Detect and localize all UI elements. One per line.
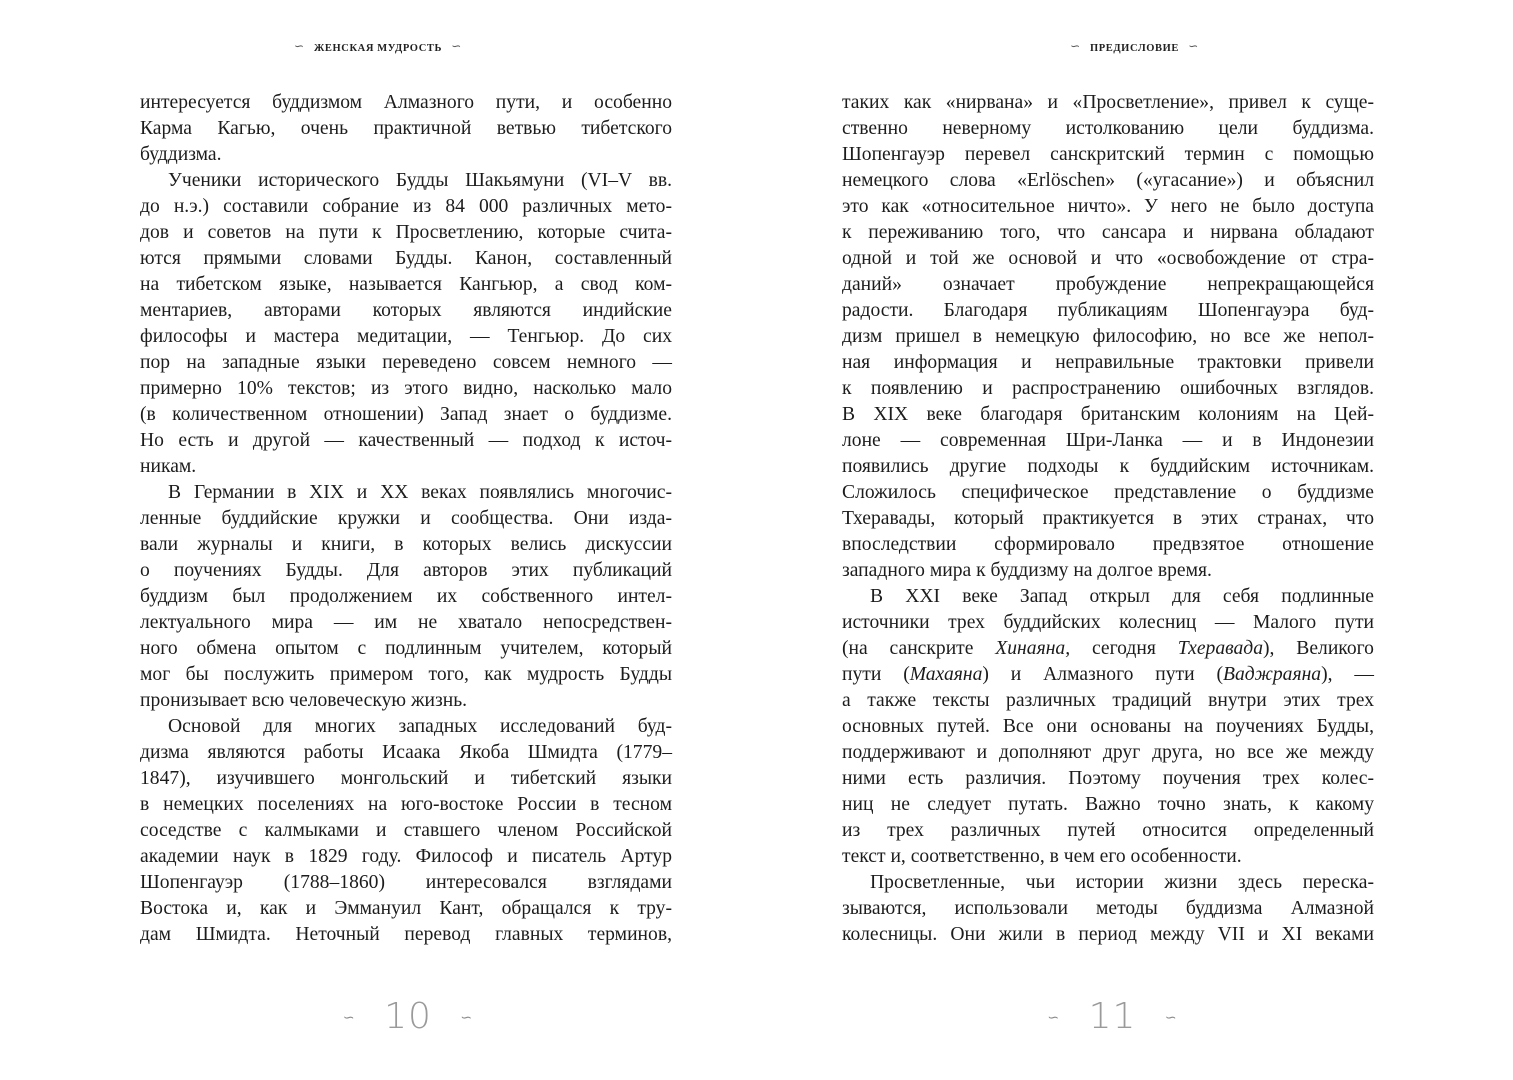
text-line: в немецких поселениях на юго-востоке России в тесном [140,794,672,815]
text-line: Карма Кагью, очень практичной ветвью тибетского [140,118,672,139]
text-line: никам. [140,456,197,477]
running-head [0,40,756,55]
text-line: дов и советов на пути к Просветлению, которые счита- [140,222,672,243]
text-line: примерно 10% текстов; из этого видно, насколько мало [140,378,672,399]
text-line: появились другие подходы к буддийским источникам. [842,456,1374,477]
text-line: пор на западные языки переведено совсем немного — [140,352,672,373]
text-line: на тибетском языке, называется Кангьюр, а свод ком- [140,274,672,295]
text-line: Шопенгауэр (1788–1860) интересовался взглядами [140,872,672,893]
text-line: одной и той же основой и что «освобождение от стра- [842,248,1374,269]
text-line: радости. Благодаря публикациям Шопенгауэра буд- [842,300,1374,321]
text-line: это как «относительное ничто». У него не было доступа [842,196,1374,217]
text-line: Просветленные, чьи истории жизни здесь переска- [870,872,1374,893]
text-line: В Германии в XIX и XX веках появлялись многочис- [168,482,672,503]
text-line: 1847), изучившего монгольский и тибетский языки [140,768,672,789]
running-head-title: ЖЕНСКАЯ МУДРОСТЬ [313,43,443,54]
ornament-icon: ∽ [294,39,305,53]
left-page [0,0,756,1080]
text-line: из трех различных путей относится определенный [842,820,1374,841]
text-line: колесницы. Они жили в период между VII и XI веками [842,924,1374,945]
text-line: до н.э.) составили собрание из 84 000 различных мето- [140,196,672,217]
text-line: дизм пришел в немецкую философию, но все же непол- [842,326,1374,347]
ornament-icon: ∽ [1047,1010,1061,1026]
ornament-icon: ∽ [460,1010,474,1026]
text-line: мог бы послужить примером того, как мудрость Будды [140,664,672,685]
text-line: Сложилось специфическое представление о буддизме [842,482,1374,503]
page-number-value: 10 [384,996,432,1037]
text-line: В XXI веке Запад открыл для себя подлинные [870,586,1374,607]
text-line: даний» означает пробуждение непрекращающейся [842,274,1374,295]
text-line: (на санскрите Хинаяна, сегодня Тхеравада), Великого [842,638,1374,659]
text-line: Шопенгауэр перевел санскритский термин с помощью [842,144,1374,165]
text-line: (в количественном отношении) Запад знает о буддизме. [140,404,672,425]
body-text [140,90,672,948]
italic-term: Хинаяна, [995,638,1071,659]
text-line: Тхеравады, который практикуется в этих странах, что [842,508,1374,529]
text-line: впоследствии сформировало предвзятое отношение [842,534,1374,555]
text-line: к переживанию того, что сансара и нирвана обладают [842,222,1374,243]
text-line: о поучениях Будды. Для авторов этих публикаций [140,560,672,581]
text-line: источники трех буддийских колесниц — Малого пути [842,612,1374,633]
text-line: интересуется буддизмом Алмазного пути, и особенно [140,92,672,113]
text-line: буддизм был продолжением их собственного интел- [140,586,672,607]
text-line: лектуального мира — им не хватало непосредствен- [140,612,672,633]
ornament-icon: ∽ [1188,39,1199,53]
text-line: ниц не следует путать. Важно точно знать, к какому [842,794,1374,815]
text-line: Основой для многих западных исследований буд- [168,716,672,737]
text-line: ними есть различия. Поэтому поучения трех колес- [842,768,1374,789]
text-line: западного мира к буддизму на долгое время. [842,560,1212,581]
italic-term: Тхеравада [1177,638,1263,659]
text-line: ментариев, авторами которых являются индийские [140,300,672,321]
text-line: немецкого слова «Erlöschen» («угасание») и объяснил [842,170,1374,191]
text-line: Востока и, как и Эммануил Кант, обращался к тру- [140,898,672,919]
text-line: философы и мастера медитации, — Тенгьюр. До сих [140,326,672,347]
page-number [30,996,786,1037]
text-line: соседстве с калмыками и ставшего членом Российской [140,820,672,841]
text-line: ственно неверному истолкованию цели буддизма. [842,118,1374,139]
text-line: дам Шмидта. Неточный перевод главных терминов, [140,924,672,945]
body-text [842,90,1374,948]
text-line: ленные буддийские кружки и сообщества. Они изда- [140,508,672,529]
running-head [756,40,1513,55]
text-line: В XIX веке благодаря британским колониям на Цей- [842,404,1374,425]
text-line: буддизма. [140,144,222,165]
right-page [756,0,1513,1080]
text-line: ная информация и неправильные трактовки привели [842,352,1374,373]
italic-term: Махаяна [909,664,983,685]
text-line: пути (Махаяна) и Алмазного пути (Ваджраяна), — [842,664,1374,685]
text-line: к появлению и распространению ошибочных взглядов. [842,378,1374,399]
text-line: зываются, использовали методы буддизма Алмазной [842,898,1374,919]
ornament-icon: ∽ [1070,39,1081,53]
text-line: а также тексты различных традиций внутри этих трех [842,690,1374,711]
running-head-title: ПРЕДИСЛОВИЕ [1089,43,1180,54]
italic-term: Ваджраяна [1222,664,1322,685]
ornament-icon: ∽ [342,1010,356,1026]
text-line: основных путей. Все они основаны на поучениях Будды, [842,716,1374,737]
page-number [734,996,1491,1037]
text-line: ются прямыми словами Будды. Канон, составленный [140,248,672,269]
ornament-icon: ∽ [1164,1010,1178,1026]
text-line: ного обмена опытом с подлинным учителем, который [140,638,672,659]
text-line: текст и, соответственно, в чем его особенности. [842,846,1242,867]
text-line: таких как «нирвана» и «Просветление», привел к суще- [842,92,1374,113]
ornament-icon: ∽ [451,39,462,53]
text-line: вали журналы и книги, в которых велись дискуссии [140,534,672,555]
text-line: академии наук в 1829 году. Философ и писатель Артур [140,846,672,867]
text-line: Ученики исторического Будды Шакьямуни (VI–V вв. [168,170,672,191]
text-line: пронизывает всю человеческую жизнь. [140,690,468,711]
page-number-value: 11 [1088,996,1137,1037]
text-line: дизма являются работы Исаака Якоба Шмидта (1779– [140,742,672,763]
text-line: поддерживают и дополняют друг друга, но все же между [842,742,1374,763]
text-line: лоне — современная Шри-Ланка — и в Индонезии [842,430,1374,451]
text-line: Но есть и другой — качественный — подход к источ- [140,430,672,451]
